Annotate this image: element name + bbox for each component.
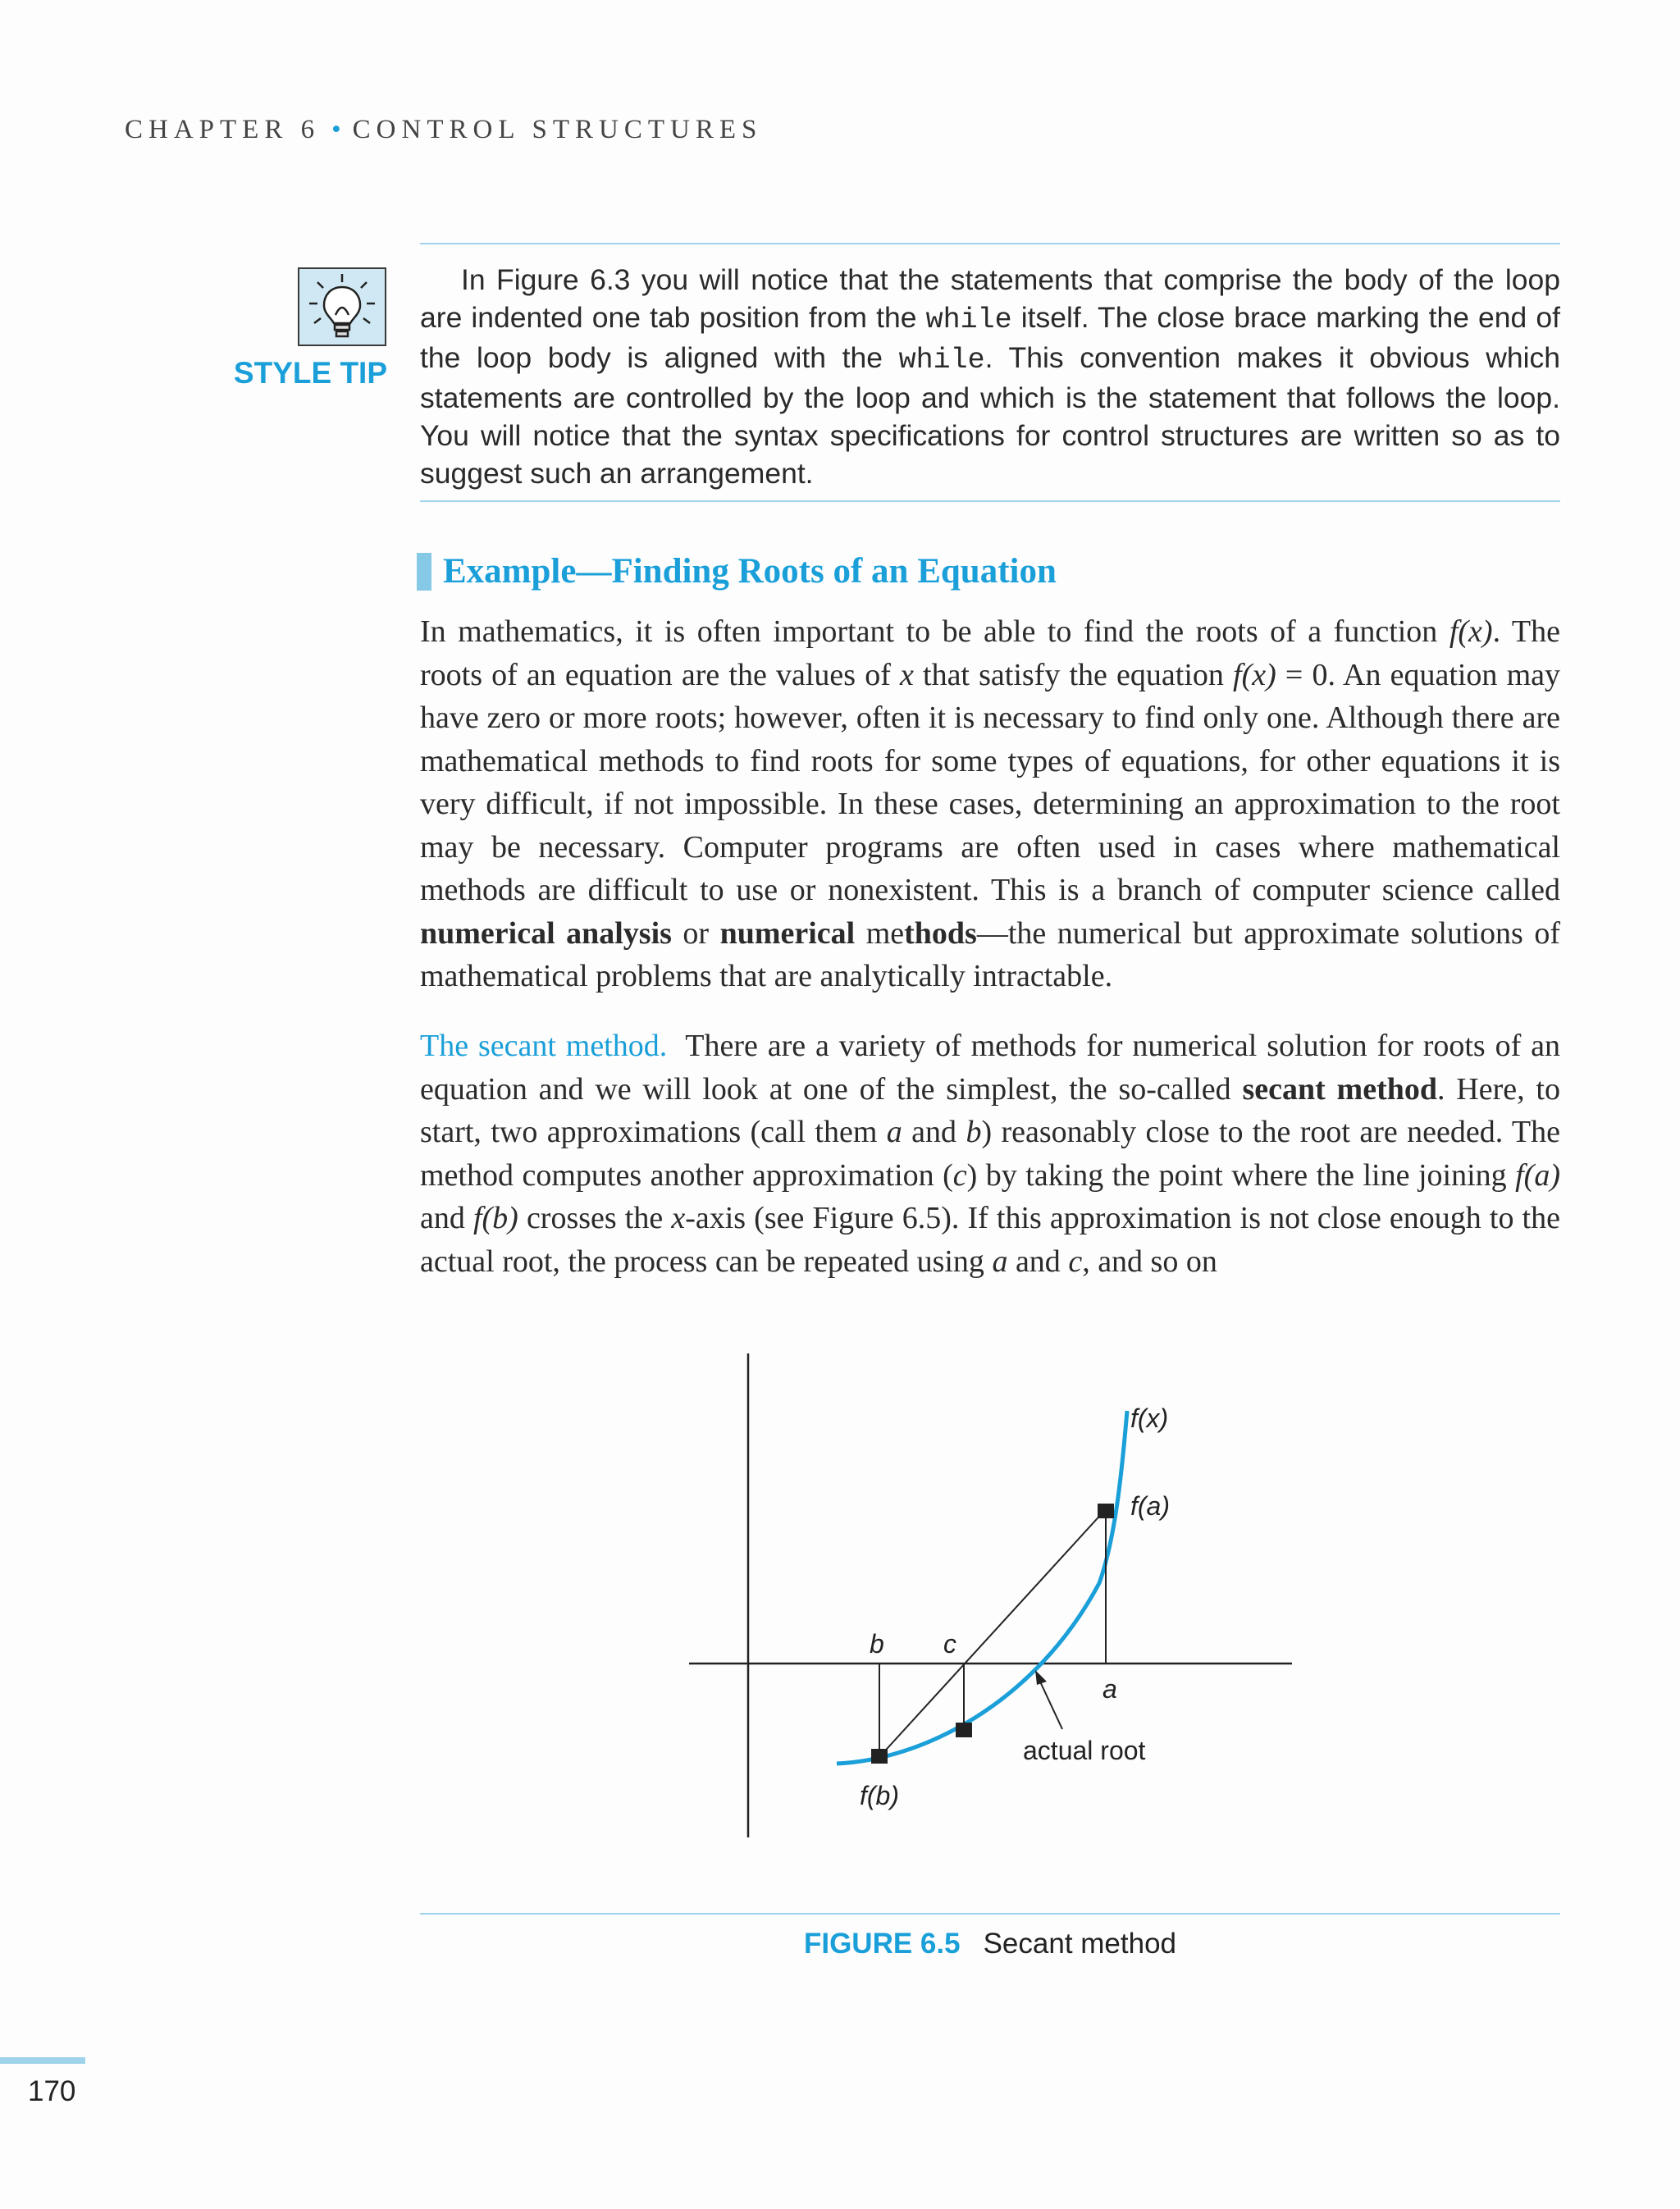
section-title-text: Example—Finding Roots of an Equation [443,552,1057,591]
secant-method-figure [681,1353,1304,1846]
point-fc [956,1723,972,1737]
figure-title: Secant method [983,1928,1177,1960]
paragraph-roots: In mathematics, it is often important to be able to find the roots of a function f(x). The roots of an equation are the values of x that satisfy the equation f(x) = 0. An equation may have zero or more roots; however, often it is necessary to find only one. Although there are mathematical methods to find roots for some types of equations, for other equations it is very difficult, if not impossible. In these cases, determining an approximation to the root may be necessary. Computer programs are often used in cases where mathematical methods are difficult to use or nonexistent. This is a branch of computer science called numerical analysis or numerical methods—the numerical but approximate solutions of mathematical problems that are analytically intractable. [420,614,1560,993]
lightbulb-icon [298,267,386,346]
label-fb: f(b) [860,1781,899,1810]
label-b: b [870,1629,884,1659]
secant-line [879,1511,1104,1757]
section-heading [417,551,1057,591]
running-head [125,115,762,145]
heading-bar [417,553,431,591]
root-arrowhead [1035,1670,1047,1685]
root-pointer [1039,1680,1062,1729]
style-tip-label: STYLE TIP [233,356,387,390]
chapter-title: CONTROL STRUCTURES [352,115,763,144]
figure-caption [420,1928,1560,1960]
label-fa: f(a) [1130,1491,1170,1521]
label-fx: f(x) [1130,1403,1169,1433]
run-in-heading: The secant method. [420,1029,668,1063]
label-actual-root: actual root [1023,1736,1146,1765]
label-a: a [1102,1674,1117,1704]
tip-top-rule [420,243,1560,244]
header-separator: • [331,115,341,144]
paragraph-secant: The secant method. There are a variety of methods for numerical solution for roots of an equation and we will look at one of the simplest, the so-called secant method. Here, to start, two approximations (call them a and b) reasonably close to the root are needed. The method computes another approximation (c) by taking the point where the line joining f(a) and f(b) crosses the x-axis (see Figure 6.5). If this approximation is not close enough to the actual root, the process can be repeated using a and c, and so on [420,1029,1560,1279]
point-fa [1098,1504,1114,1518]
label-c: c [943,1629,956,1659]
figure-number: FIGURE 6.5 [803,1928,961,1960]
figure-caption-rule [420,1913,1560,1915]
page-number-bar [0,2057,85,2064]
point-fb [871,1749,888,1764]
function-curve [837,1411,1127,1764]
page-number: 170 [28,2075,76,2107]
style-tip-text: In Figure 6.3 you will notice that the statements that comprise the body of the loop are indented one tab position from the while itself. The close brace marking the end of the loop body is aligned with the while. This convention makes it obvious which statements are controlled by the loop and which is the statement that follows the loop. You will notice that the syntax specifications for control structures are written so as to suggest such an arrangement. [420,263,1560,490]
chapter-number: CHAPTER 6 [125,115,321,144]
tip-bottom-rule [420,500,1560,502]
